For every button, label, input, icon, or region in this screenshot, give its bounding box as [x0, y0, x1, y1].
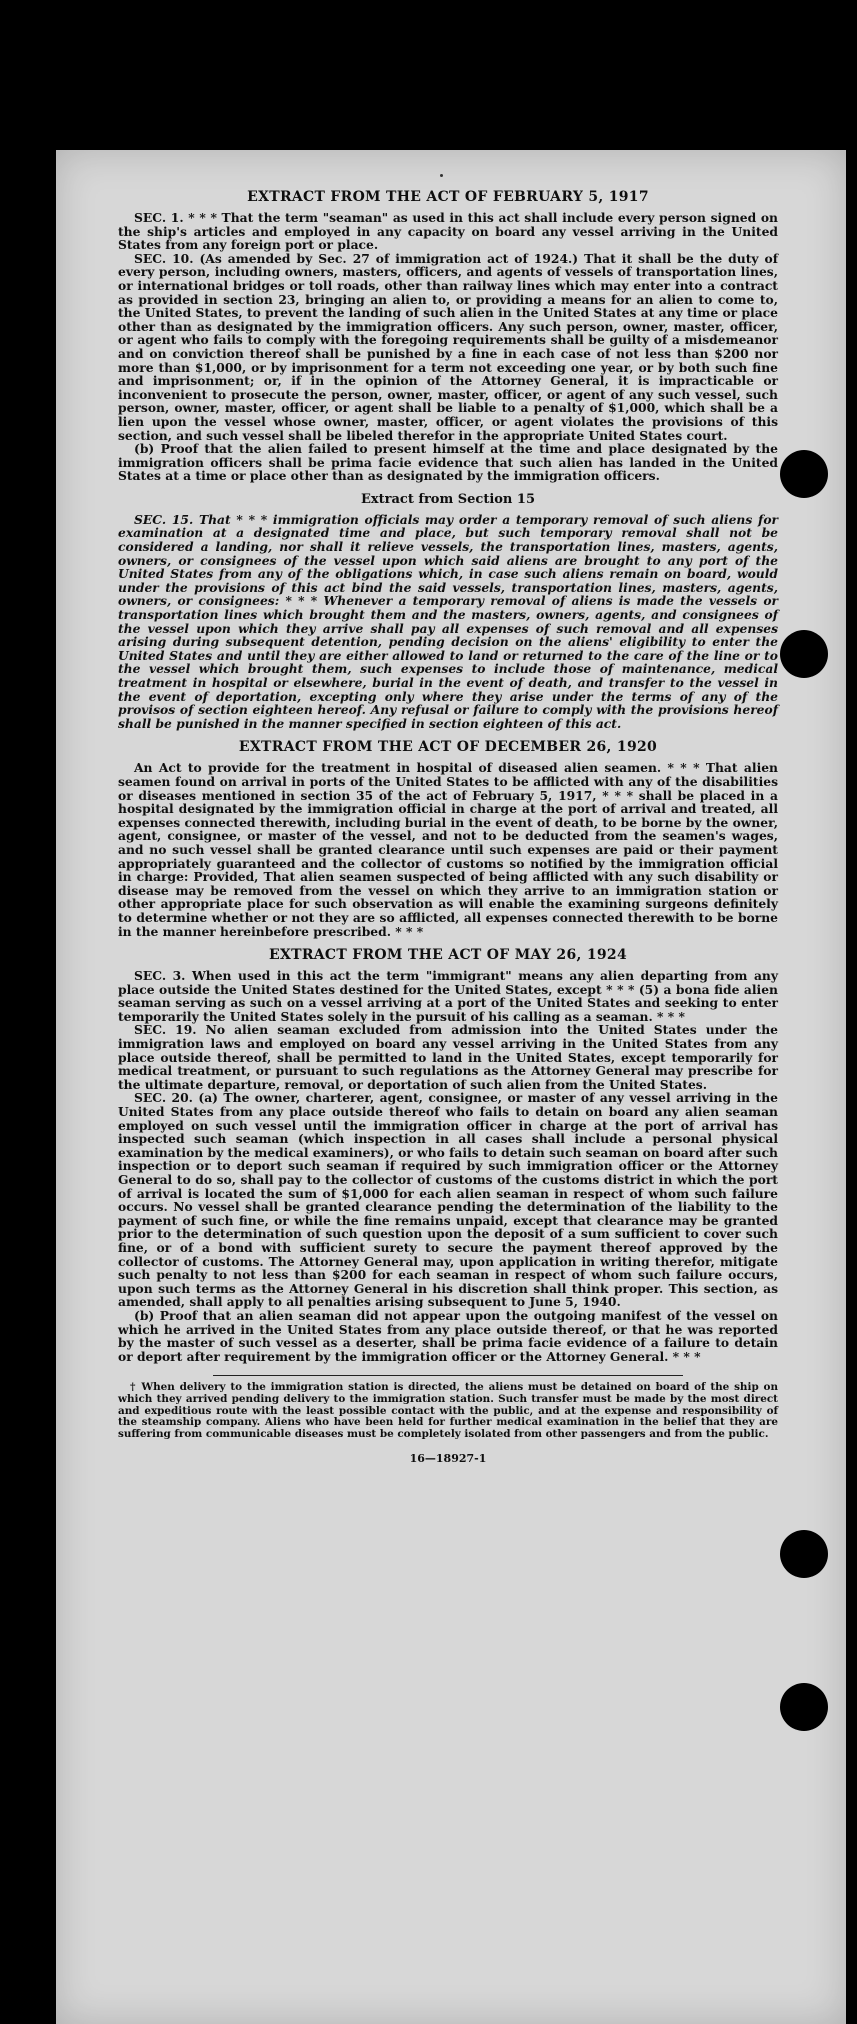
section-1924: [118, 946, 778, 1363]
document-page: [56, 150, 846, 2024]
punch-hole: [780, 1530, 828, 1578]
form-code: 16—18927-1: [409, 1452, 487, 1466]
paragraph: SEC. 20. (a) The owner, charterer, agent, consignee, or master of any vessel arriving in the United States from any place outside thereof who fails to detain on board any alien seaman employed on such vessel until the immigration officer in charge at the port of arrival has inspected such seaman (which inspection in all cases shall include a personal physical examination by the medical examiners), or who fails to detain such seaman on board after such inspection or to deport such seaman if required by such immigration officer or the Attorney General to do so, shall pay to the collector of customs of the customs district in which the port of arrival is located the sum of $1,000 for each alien seaman in respect of whom such failure occurs. No vessel shall be granted clearance pending the determination of the liability to the payment of such fine, or while the fine remains unpaid, except that clearance may be granted prior to the determination of such question upon the deposit of a sum sufficient to cover such fine, or of a bond with sufficient surety to secure the payment thereof approved by the collector of customs. The Attorney General may, upon application in writing therefor, mitigate such penalty to not less than $200 for each seaman in respect of whom such failure occurs, upon such terms as the Attorney General in his discretion shall think proper. This section, as amended, shall apply to all penalties arising subsequent to June 5, 1940.: [118, 1090, 778, 1310]
section-heading: EXTRACT FROM THE ACT OF FEBRUARY 5, 1917: [247, 189, 649, 205]
paragraph: (b) Proof that the alien failed to present himself at the time and place designated by the immigration officers shall be prima facie evidence that such alien has landed in the United States at a time or place other than as designated by the immigration officers.: [118, 441, 778, 484]
paragraph: (b) Proof that an alien seaman did not appear upon the outgoing manifest of the vessel on which he arrived in the United States from any place outside thereof, or that he was reported by the master of such vessel as a deserter, shall be prima facie evidence of a failure to detain or deport after requirement by the immigration officer or the Attorney General. * * *: [118, 1307, 778, 1364]
paragraph: SEC. 15. That * * * immigration officials may order a temporary removal of such aliens for examination at a designated time and place, but such temporary removal shall not be considered a landing, nor shall it relieve vessels, the transportation lines, masters, agents, owners, or consignees of the vessel upon which said aliens are brought to any port of the United States from any of the obligations which, in case such aliens remain on board, would under the provisions of this act bind the said vessels, transportation lines, masters, agents, owners, or consignees: * * * Whenever a temporary removal of aliens is made the vessels or transportation lines which brought them and the masters, owners, agents, and consignees of the vessel upon which they arrive shall pay all expenses of such removal and all expenses arising during subsequent detention, pending decision on the aliens' eligibility to enter the United States and until they are either allowed to land or returned to the care of the line or to the vessel which brought them, such expenses to include those of maintenance, medical treatment in hospital or elsewhere, burial in the event of death, and transfer to the vessel in the event of deportation, excepting only where they arise under the terms of any of the provisos of section eighteen hereof. Any refusal or failure to comply with the provisions hereof shall be punished in the manner specified in section eighteen of this act.: [118, 511, 778, 731]
section-heading: EXTRACT FROM THE ACT OF MAY 26, 1924: [268, 947, 628, 964]
paragraph: SEC. 1. * * * That the term "seaman" as used in this act shall include every person signed on the ship's articles and employed in any capacity on board any vessel arriving in the United States from any foreign port or place.: [118, 210, 778, 253]
punch-hole: [780, 630, 828, 678]
punch-hole: [780, 450, 828, 498]
section-1917: [118, 188, 778, 483]
document-body: [118, 188, 778, 1465]
section-subheading: Extract from Section 15: [360, 491, 536, 507]
section-15: [118, 491, 778, 731]
paragraph: SEC. 10. (As amended by Sec. 27 of immigration act of 1924.) That it shall be the duty of every person, including owners, masters, officers, and agents of vessels of transportation lines, or international bridges or toll roads, other than railway lines which may enter into a contract as provided in section 23, bringing an alien to, or providing a means for an alien to come to, the United States, to prevent the landing of such alien in the United States at any time or place other than as designated by the immigration officers. Any such person, owner, master, officer, or agent who fails to comply with the foregoing requirements shall be guilty of a misdemeanor and on conviction thereof shall be punished by a fine in each case of not less than $200 nor more than $1,000, or by imprisonment for a term not exceeding one year, or by both such fine and imprisonment; or, if in the opinion of the Attorney General, it is impracticable or inconvenient to prosecute the person, owner, master, officer, or agent of any such vessel, such person, owner, master, officer, or agent shall be liable to a penalty of $1,000, which shall be a lien upon the vessel whose owner, master, officer, or agent violates the provisions of this section, and such vessel shall be libeled therefor in the appropriate United States court.: [118, 250, 778, 443]
footnote-divider: [213, 1375, 683, 1376]
section-heading: EXTRACT FROM THE ACT OF DECEMBER 26, 1920: [238, 739, 658, 756]
section-1920: [118, 738, 778, 938]
footnote: † When delivery to the immigration station is directed, the aliens must be detained on board of the ship on which they arrived pending delivery to the immigration station. Such transfer must be made by the most direct and expeditious route with the least possible contact with the public, and at the expense and responsibility of the steamship company. Aliens who have been held for further medical examination in the belief that they are suffering from communicable diseases must be completely isolated from other passengers and from the public.: [118, 1381, 778, 1440]
paragraph: An Act to provide for the treatment in hospital of diseased alien seamen. * * * That alien seamen found on arrival in ports of the United States to be afflicted with any of the disabilities or diseases mentioned in section 35 of the act of February 5, 1917, * * * shall be placed in a hospital designated by the immigration official in charge at the port of arrival and treated, all expenses connected therewith, including burial in the event of death, to be borne by the owner, agent, consignee, or master of the vessel, and not to be deducted from the seamen's wages, and no such vessel shall be granted clearance until such expenses are paid or their payment appropriately guaranteed and the collector of customs so notified by the immigration official in charge: Provided, That alien seamen suspected of being afflicted with any such disability or disease may be removed from the vessel on which they arrive to an immigration station or other appropriate place for such observation as will enable the examining surgeons definitely to determine whether or not they are so afflicted, all expenses connected therewith to be borne in the manner hereinbefore prescribed. * * *: [118, 760, 778, 939]
paragraph: SEC. 19. No alien seaman excluded from admission into the United States under the immigration laws and employed on board any vessel arriving in the United States from any place outside thereof, shall be permitted to land in the United States, except temporarily for medical treatment, or pursuant to such regulations as the Attorney General may prescribe for the ultimate departure, removal, or deportation of such alien from the United States.: [118, 1022, 778, 1092]
ink-dot: [440, 174, 443, 177]
paragraph: SEC. 3. When used in this act the term "immigrant" means any alien departing from any place outside the United States destined for the United States, except * * * (5) a bona fide alien seaman serving as such on a vessel arriving at a port of the United States and seeking to enter temporarily the United States solely in the pursuit of his calling as a seaman. * * *: [118, 968, 778, 1024]
punch-hole: [780, 1683, 828, 1731]
